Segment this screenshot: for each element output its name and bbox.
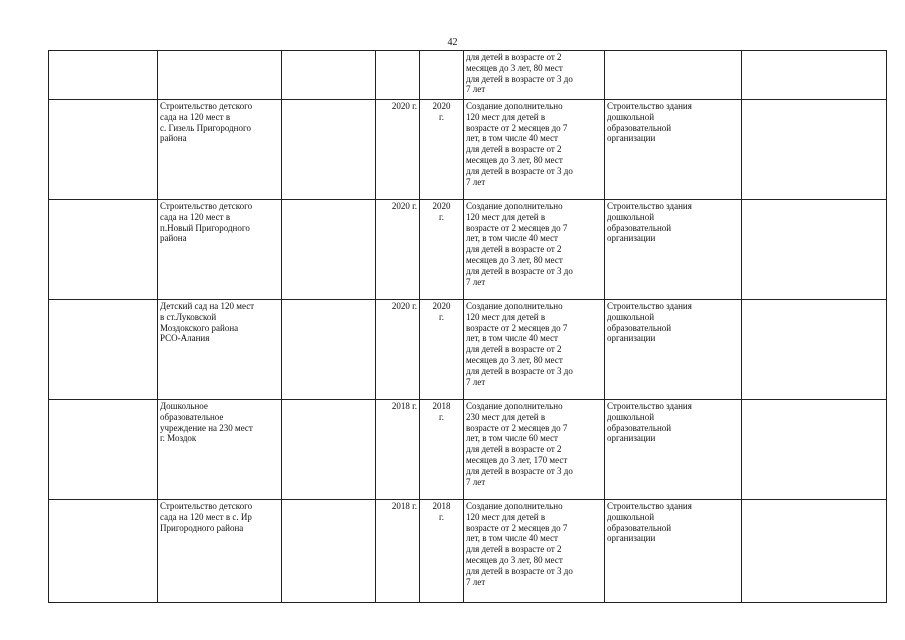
table-row — [49, 100, 887, 200]
table-cell — [282, 400, 376, 500]
result-cell: Создание дополнительно 120 мест для детей в возрасте от 2 месяцев до 7 лет, в том числе 40 мест для детей в возрасте от 2 месяцев до 3 лет, 80 мест для детей в возрасте от 3 до 7 лет — [464, 100, 605, 200]
table-cell — [282, 300, 376, 400]
start-year-cell: 2018 г. — [376, 400, 420, 500]
page-number: 42 — [447, 37, 458, 48]
end-year-cell: 2018 г. — [420, 500, 464, 603]
object-name-cell: Строительство детского сада на 120 мест в с. Ир Пригородного района — [158, 500, 282, 603]
end-year-cell: 2020 г. — [420, 200, 464, 300]
table-row — [49, 51, 887, 100]
project-table — [48, 50, 887, 603]
object-type-cell: Строительство здания дошкольной образовательной организации — [605, 500, 742, 603]
result-cell: Создание дополнительно 230 мест для детей в возрасте от 2 месяцев до 7 лет, в том числе 60 мест для детей в возрасте от 2 месяцев до 3 лет, 170 мест для детей в возрасте от 3 до 7 лет — [464, 400, 605, 500]
start-year-cell: 2018 г. — [376, 500, 420, 603]
table-cell — [742, 100, 887, 200]
end-year-cell: 2020 г. — [420, 300, 464, 400]
object-type-cell: Строительство здания дошкольной образовательной организации — [605, 300, 742, 400]
table-cell — [49, 100, 158, 200]
table-cell — [742, 300, 887, 400]
object-name-cell: Детский сад на 120 мест в ст.Луковской Моздокского района РСО-Алания — [158, 300, 282, 400]
table-row — [49, 200, 887, 300]
object-type-cell: Строительство здания дошкольной образовательной организации — [605, 200, 742, 300]
table-row — [49, 400, 887, 500]
table-cell — [605, 51, 742, 100]
object-type-cell: Строительство здания дошкольной образовательной организации — [605, 400, 742, 500]
table-cell — [742, 51, 887, 100]
end-year-cell: 2018 г. — [420, 400, 464, 500]
object-name-cell: Строительство детского сада на 120 мест в п.Новый Пригородного района — [158, 200, 282, 300]
result-cell: Создание дополнительно 120 мест для детей в возрасте от 2 месяцев до 7 лет, в том числе 40 мест для детей в возрасте от 2 месяцев до 3 лет, 80 мест для детей в возрасте от 3 до 7 лет — [464, 200, 605, 300]
result-cell: для детей в возрасте от 2 месяцев до 3 лет, 80 мест для детей в возрасте от 3 до 7 лет — [464, 51, 605, 100]
table-cell — [282, 51, 376, 100]
table-cell — [49, 400, 158, 500]
object-name-cell: Строительство детского сада на 120 мест в с. Гизель Пригородного района — [158, 100, 282, 200]
table-cell — [158, 51, 282, 100]
object-name-cell: Дошкольное образовательное учреждение на 230 мест г. Моздок — [158, 400, 282, 500]
start-year-cell: 2020 г. — [376, 200, 420, 300]
table-cell — [376, 51, 420, 100]
table-cell — [742, 500, 887, 603]
start-year-cell: 2020 г. — [376, 300, 420, 400]
table-cell — [742, 200, 887, 300]
end-year-cell: 2020 г. — [420, 100, 464, 200]
table-cell — [49, 51, 158, 100]
table-cell — [49, 200, 158, 300]
start-year-cell: 2020 г. — [376, 100, 420, 200]
table-row — [49, 300, 887, 400]
table-cell — [282, 500, 376, 603]
result-cell: Создание дополнительно 120 мест для детей в возрасте от 2 месяцев до 7 лет, в том числе 40 мест для детей в возрасте от 2 месяцев до 3 лет, 80 мест для детей в возрасте от 3 до 7 лет — [464, 300, 605, 400]
table-cell — [49, 500, 158, 603]
table-cell — [420, 51, 464, 100]
table-cell — [49, 300, 158, 400]
object-type-cell: Строительство здания дошкольной образовательной организации — [605, 100, 742, 200]
table-row — [49, 500, 887, 603]
table-cell — [282, 100, 376, 200]
table-cell — [282, 200, 376, 300]
result-cell: Создание дополнительно 120 мест для детей в возрасте от 2 месяцев до 7 лет, в том числе 40 мест для детей в возрасте от 2 месяцев до 3 лет, 80 мест для детей в возрасте от 3 до 7 лет — [464, 500, 605, 603]
table-cell — [742, 400, 887, 500]
